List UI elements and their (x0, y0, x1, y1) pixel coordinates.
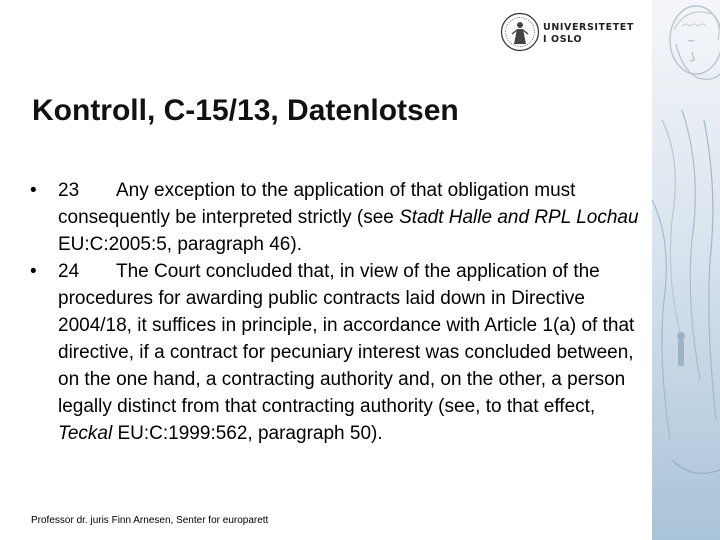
slide-bullet-list (30, 177, 640, 447)
paragraph-number: 23 (58, 180, 80, 201)
university-seal-icon (500, 12, 540, 52)
university-city: I OSLO (543, 34, 583, 45)
case-name: Teckal (58, 423, 113, 444)
university-name: UNIVERSITETET (543, 22, 634, 33)
paragraph-number: 24 (58, 261, 80, 282)
university-logo (500, 12, 635, 54)
case-name: Stadt Halle and RPL Lochau (399, 207, 639, 228)
slide-title: Kontroll, C-15/13, Datenlotsen (32, 94, 459, 127)
slide-footer: Professor dr. juris Finn Arnesen, Senter for europarett (31, 515, 269, 526)
paragraph-citation: EU:C:1999:562, paragraph 50). (112, 423, 383, 444)
paragraph-text: The Court concluded that, in view of the application of the procedures for awarding public contracts laid down in Directive 2004/18, it suffices in principle, in accordance with Article 1(a) of that directive, if a contract for pecuniary interest was concluded between, on the one hand, a contracting authority and, on the other, a person legally distinct from that contracting authority (see, to that effect, (58, 261, 635, 417)
bullet-marker: • (30, 180, 37, 201)
list-item (30, 258, 640, 447)
decorative-side-panel (652, 0, 720, 540)
bullet-marker: • (30, 261, 37, 282)
statue-illustration (652, 0, 720, 540)
list-item (30, 177, 640, 258)
paragraph-citation: EU:C:2005:5, paragraph 46). (58, 234, 302, 255)
paragraph-text: Any exception to the application of that obligation must consequently be interpreted strictly (see (58, 180, 576, 228)
